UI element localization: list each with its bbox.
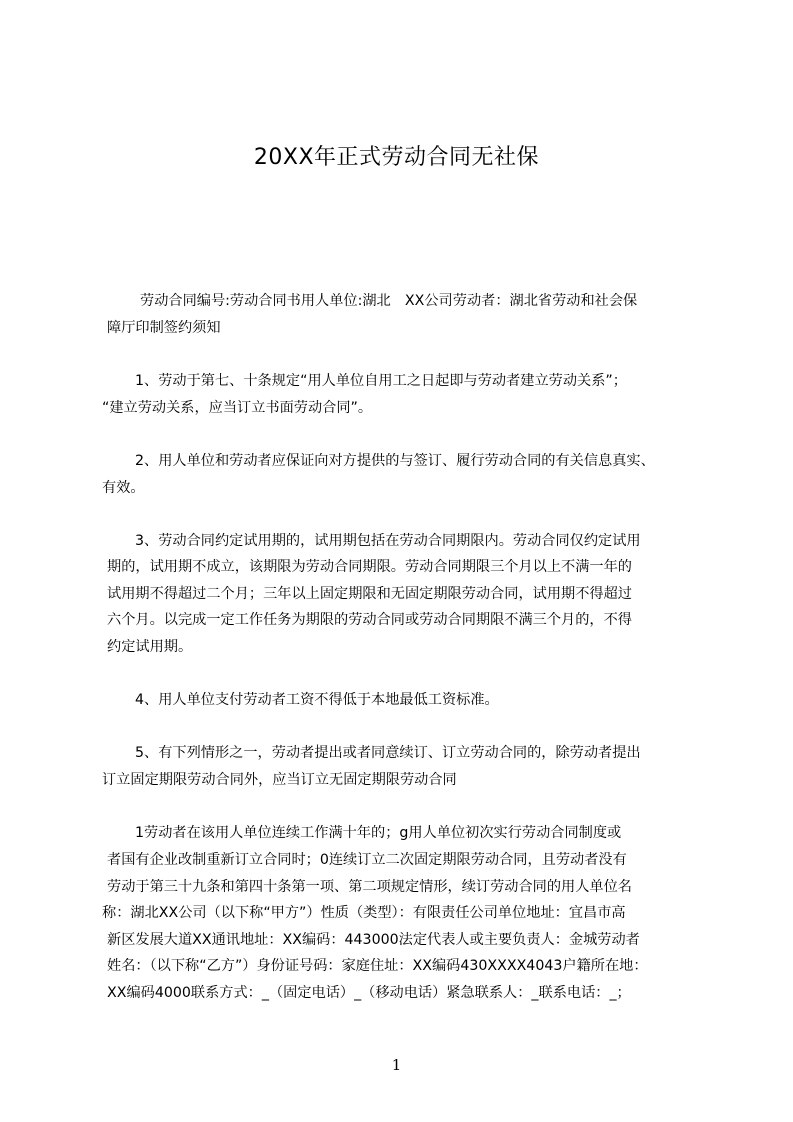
body-line: 5、有下列情形之一，劳动者提出或者同意续订、订立劳动合同的，除劳动者提出 [135,745,641,761]
page-number: 1 [391,1056,402,1074]
body-line: 试用期不得超过二个月；三年以上固定期限和无固定期限劳动合同，试用期不得超过 [107,586,632,602]
body-line: 约定试用期。 [107,639,193,655]
body-line: 六个月。以完成一定工作任务为期限的劳动合同或劳动合同期限不满三个月的，不得 [107,612,632,628]
body-line: 3、劳动合同约定试用期的，试用期包括在劳动合同期限内。劳动合同仅约定试用 [135,533,641,549]
body-line: 新区发展大道XX通讯地址：XX编码：443000法定代表人或主要负责人：金城劳动者 [107,932,640,948]
body-line: 订立固定期限劳动合同外，应当订立无固定期限劳动合同 [102,772,457,788]
body-line: XX编码4000联系方式：_（固定电话）_（移动电话）紧急联系人：_联系电话：_； [107,985,631,1001]
body-line: 1劳动者在该用人单位连续工作满十年的；g用人单位初次实行劳动合同制度或 [135,825,622,841]
body-line: 劳动于第三十九条和第四十条第一项、第二项规定情形，续订劳动合同的用人单位名 [107,879,632,895]
body-line: 者国有企业改制重新订立合同时；0连续订立二次固定期限劳动合同，且劳动者没有 [107,852,627,868]
body-line: 劳动合同编号:劳动合同书用人单位:湖北 XX公司劳动者：湖北省劳动和社会保 [140,293,638,309]
body-line: “建立劳动关系，应当订立书面劳动合同”。 [102,400,373,416]
document-title: 20XX年正式劳动合同无社保 [253,145,540,170]
body-line: 4、用人单位支付劳动者工资不得低于本地最低工资标准。 [135,692,499,708]
body-line: 1、劳动于第七、十条规定“用人单位自用工之日起即与劳动者建立劳动关系”； [135,373,627,389]
body-line: 有效。 [102,480,145,496]
body-line: 障厅印制签约须知 [107,320,221,336]
body-line: 2、用人单位和劳动者应保证向对方提供的与签订、履行劳动合同的有关信息真实、 [135,453,655,469]
body-line: 期的，试用期不成立，该期限为劳动合同期限。劳动合同期限三个月以上不满一年的 [107,559,632,575]
body-line: 称：湖北XX公司（以下称“甲方”）性质（类型）：有限责任公司单位地址：宜昌市高 [102,905,626,921]
body-line: 姓名：（以下称“乙方”）身份证号码：家庭住址：XX编码430XXXX4043户籍所在地： [107,958,648,974]
